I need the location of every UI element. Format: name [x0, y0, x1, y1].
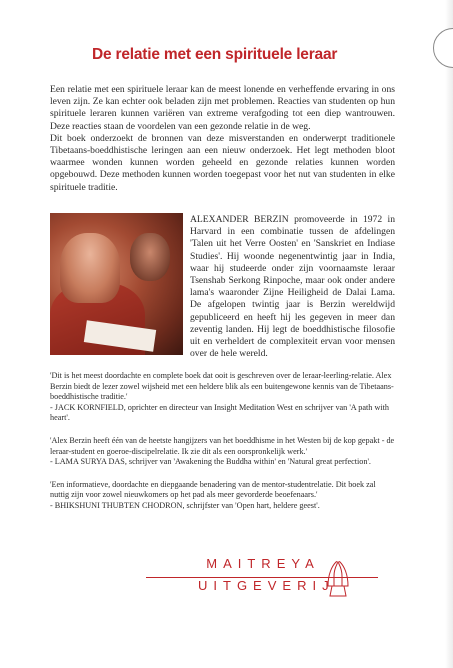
- intro-paragraph-2: Dit boek onderzoekt de bronnen van deze misverstanden en onderwerpt traditionele Tibetaans-boeddhistische leringen aan een nieuw onderzoek. Het legt methoden bloot waarmee wonden kunnen worden geheeld en gezonde relaties kunnen worden opgebouwd. Deze methoden kunnen worden toegepast voor het nut van studenten in elke spirituele traditie.: [50, 132, 395, 193]
- quote-text: 'Dit is het meest doordachte en complete boek dat ooit is geschreven over de leraar-leerling-relatie. Alex Berzin biedt de lezer zowel wijsheid met een heldere blik als een buitengewone kennis van de Tibetaans-boeddhistische traditie.': [50, 371, 394, 402]
- quotes-section: [50, 371, 395, 524]
- quote-item: [50, 480, 395, 512]
- page-edge: [445, 0, 453, 668]
- quote-source: - JACK KORNFIELD, oprichter en directeur van Insight Meditation West en schrijver van 'A path with heart'.: [50, 402, 390, 423]
- author-bio: ALEXANDER BERZIN promoveerde in 1972 in Harvard in een combinatie tussen de afdelingen 'Talen uit het Verre Oosten' en 'Sanskriet en Indiase Studies'. Hij woonde negenentwintig jaar in India, waar hij studeerde onder zijn voornaamste leraar Tsenshab Serkong Rinpoche, maar ook onder andere lama's waaronder Zijne Heiligheid de Dalai Lama. De afgelopen twintig jaar is Berzin wereldwijd gepubliceerd en heeft hij les gegeven in meer dan zeventig landen. Hij legt de boeddhistische filosofie uit en verheldert de complexiteit ervan voor mensen over de hele wereld.: [190, 214, 395, 360]
- page-title: De relatie met een spirituele leraar: [92, 46, 338, 63]
- corner-circle-decoration: [433, 28, 453, 68]
- quote-source: - BHIKSHUNI THUBTEN CHODRON, schrijfster van 'Open hart, heldere geest'.: [50, 500, 320, 510]
- publisher-subtitle: UITGEVERIJ: [198, 578, 335, 593]
- intro-paragraph-1: Een relatie met een spirituele leraar kan de meest lonende en verheffende ervaring in ons leven zijn. Ze kan echter ook beladen zijn met problemen. Reacties van studenten op hun spirituele leraren kunnen variëren van extreme verafgoding tot een diep wantrouwen. Deze reacties staan de voordelen van een gezonde relatie in de weg.: [50, 84, 395, 132]
- publisher-name: MAITREYA: [206, 556, 320, 571]
- quote-source: - LAMA SURYA DAS, schrijver van 'Awakening the Buddha within' en 'Natural great perfection'.: [50, 457, 371, 467]
- photo-figure-monk: [60, 233, 120, 303]
- intro-text: [50, 84, 395, 194]
- quote-text: 'Alex Berzin heeft één van de heetste hangijzers van het boeddhisme in het Westen bij de kop gepakt - de leraar-student en goeroe-discipelrelatie. Ik zie dit als een oorspronkelijk werk.': [50, 435, 395, 456]
- hands-icon: [324, 556, 352, 600]
- publisher-logo: [146, 556, 378, 606]
- photo-figure-author: [130, 233, 170, 281]
- quote-item: [50, 371, 395, 424]
- quote-text: 'Een informatieve, doordachte en diepgaande benadering van de mentor-studentrelatie. Dit boek zal nuttig zijn voor zowel nieuwkomers op het pad als meer gevorderde beoefenaars.': [50, 479, 376, 500]
- quote-item: [50, 436, 395, 468]
- author-photo: [50, 213, 183, 355]
